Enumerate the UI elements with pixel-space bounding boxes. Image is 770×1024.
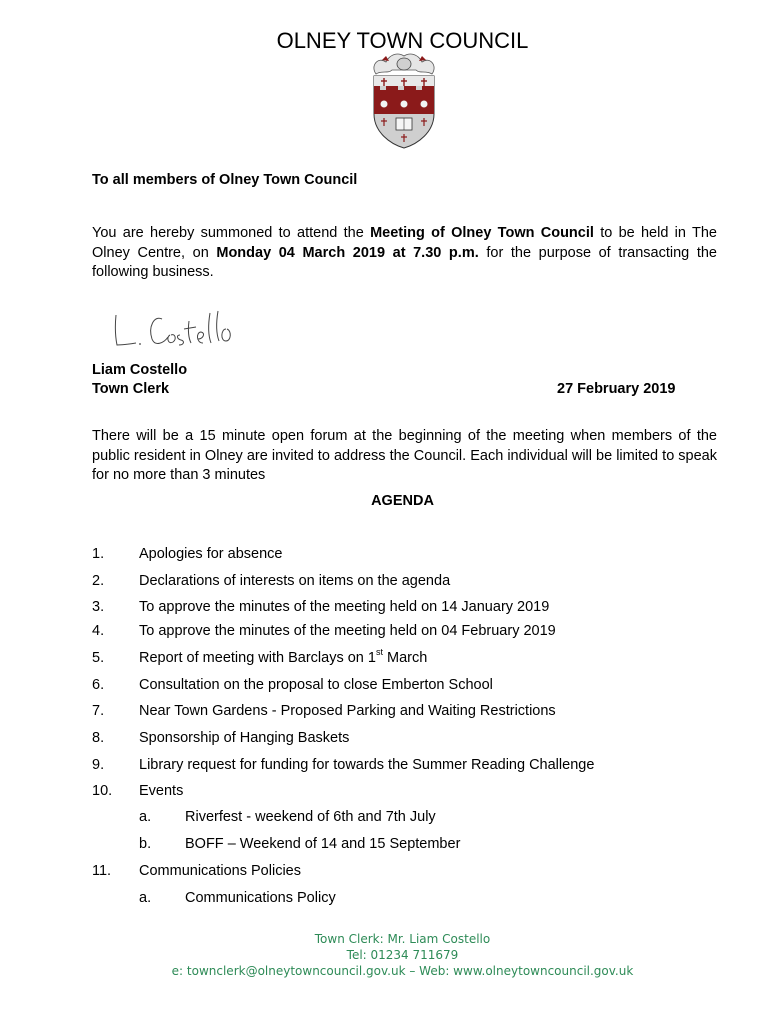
agenda-subitem-letter: a. — [139, 809, 152, 825]
agenda-subitem-letter: a. — [139, 890, 152, 906]
summons-text-3: for the purpose of transacting the following business. — [92, 244, 717, 280]
agenda-item-number: 6. — [92, 677, 105, 693]
agenda-item-text-start: Report of meeting with Barclays on 1 — [139, 650, 376, 666]
agenda-item-text: Near Town Gardens - Proposed Parking and Waiting Restrictions — [139, 703, 556, 719]
agenda-item-number: 3. — [92, 599, 105, 615]
agenda-item-number: 1. — [92, 546, 105, 562]
clerk-role: Town Clerk — [92, 381, 170, 397]
agenda-heading: AGENDA — [371, 493, 434, 509]
coat-of-arms-icon — [368, 52, 440, 150]
agenda-item-text: Communications Policies — [139, 863, 301, 879]
footer-contact: e: townclerk@olneytowncouncil.gov.uk – Web: www.olneytowncouncil.gov.uk — [171, 964, 634, 978]
footer-phone: Tel: 01234 711679 — [346, 948, 459, 962]
agenda-item-text-end: March — [382, 650, 428, 666]
agenda-item-text: Consultation on the proposal to close Emberton School — [139, 677, 493, 693]
agenda-item-number: 4. — [92, 623, 105, 639]
agenda-item-text: Declarations of interests on items on the agenda — [139, 573, 451, 589]
agenda-item-text: Sponsorship of Hanging Baskets — [139, 730, 350, 746]
summons-paragraph — [92, 224, 717, 283]
agenda-item-number: 8. — [92, 730, 105, 746]
page-title: OLNEY TOWN COUNCIL — [276, 28, 529, 53]
clerk-name: Liam Costello — [92, 362, 188, 378]
agenda-item-text: Events — [139, 783, 184, 799]
summons-text-2: to be held in The Olney Centre, on — [92, 225, 717, 261]
agenda-item-text: To approve the minutes of the meeting held on 14 January 2019 — [139, 599, 550, 615]
letter-date: 27 February 2019 — [557, 381, 676, 397]
agenda-item-number: 5. — [92, 650, 105, 666]
agenda-subitem-text: Riverfest - weekend of 6th and 7th July — [185, 809, 436, 825]
agenda-item-text: Apologies for absence — [139, 546, 283, 562]
agenda-item-text — [139, 647, 428, 666]
agenda-item-number: 2. — [92, 573, 105, 589]
agenda-item-number: 7. — [92, 703, 105, 719]
footer-clerk: Town Clerk: Mr. Liam Costello — [314, 932, 491, 946]
agenda-subitem-letter: b. — [139, 836, 152, 852]
agenda-subitem-text: BOFF – Weekend of 14 and 15 September — [185, 836, 461, 852]
agenda-item-number: 11. — [92, 863, 112, 879]
summons-text-1: You are hereby summoned to attend the — [92, 225, 371, 241]
agenda-subitem-text: Communications Policy — [185, 890, 336, 906]
agenda-item-number: 10. — [92, 783, 113, 799]
meeting-datetime: Monday 04 March 2019 at 7.30 p.m. — [216, 244, 479, 261]
meeting-name: Meeting of Olney Town Council — [370, 225, 594, 241]
agenda-item-number: 9. — [92, 757, 105, 773]
salutation: To all members of Olney Town Council — [92, 172, 358, 188]
handwritten-signature — [110, 305, 250, 353]
agenda-item-text: To approve the minutes of the meeting held on 04 February 2019 — [139, 623, 556, 639]
ordinal-suffix: st — [375, 647, 383, 657]
agenda-item-text: Library request for funding for towards the Summer Reading Challenge — [139, 757, 595, 773]
open-forum-note: There will be a 15 minute open forum at the beginning of the meeting when members of the public resident in Olney are invited to address the Council. Each individual will be limited to speak for no more than 3 minutes — [92, 428, 717, 483]
